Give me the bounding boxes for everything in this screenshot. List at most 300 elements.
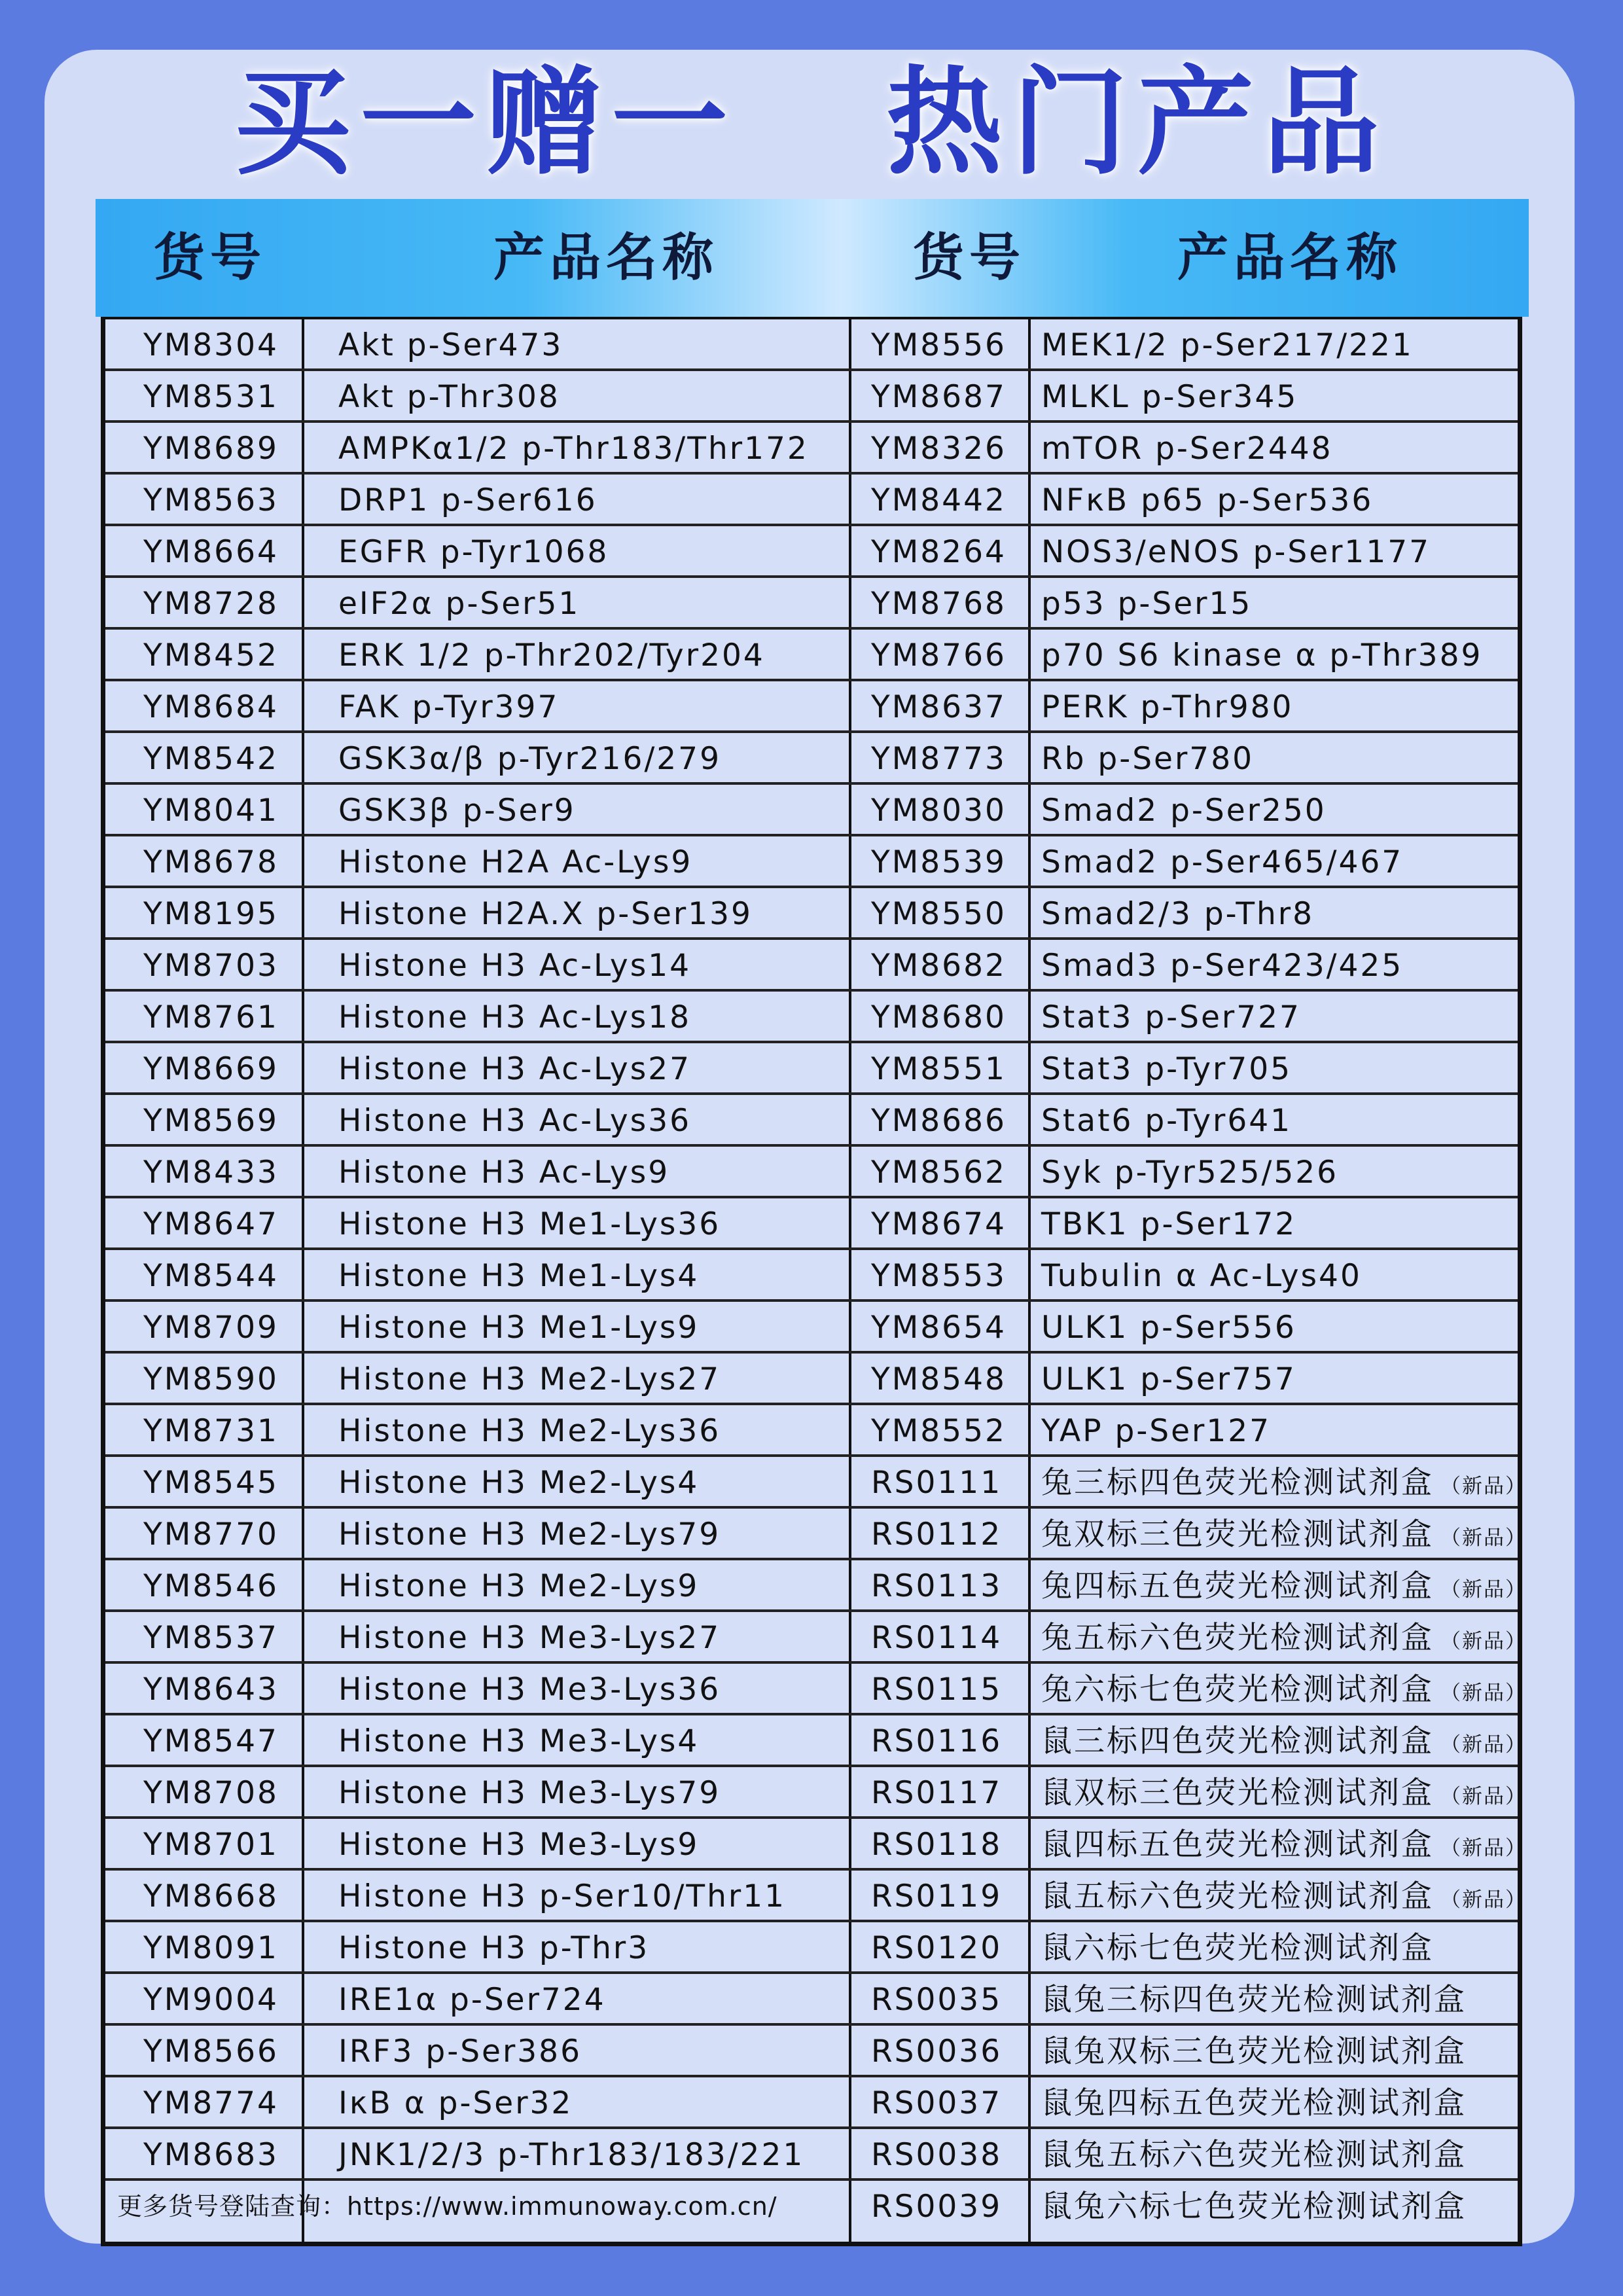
product-name-right-text: 兔六标七色荧光检测试剂盒	[1041, 1672, 1434, 1708]
product-code-left-text: YM8091	[143, 1930, 279, 1966]
product-code-right	[871, 992, 1007, 1043]
product-name-left-text: Histone H2A.X p-Ser139	[338, 896, 753, 932]
product-name-left-text: Histone H3 Me3-Lys79	[338, 1775, 721, 1811]
product-code-left	[143, 1871, 279, 1922]
product-name-right-text: NOS3/eNOS p-Ser1177	[1041, 534, 1431, 570]
product-code-left-text: YM8647	[143, 1206, 279, 1242]
product-name-left-text: Histone H3 Me2-Lys9	[338, 1568, 700, 1604]
product-code-right	[871, 2129, 1002, 2181]
product-code-right	[871, 1198, 1007, 1250]
product-code-right-text: YM8687	[871, 379, 1007, 415]
product-name-left-text: Histone H3 Me2-Lys36	[338, 1413, 721, 1449]
product-name-right-text: NFκB p65 p-Ser536	[1041, 482, 1374, 518]
product-name-left	[338, 578, 580, 630]
product-name-left-text: Histone H3 Ac-Lys18	[338, 999, 692, 1035]
product-code-right	[871, 1147, 1007, 1198]
table-row	[105, 1974, 1518, 2026]
product-name-right-text: p53 p-Ser15	[1041, 586, 1253, 622]
product-code-left-text: YM8195	[143, 896, 279, 932]
table-row	[105, 2129, 1518, 2181]
product-name-left-text: AMPKα1/2 p-Thr183/Thr172	[338, 431, 809, 467]
product-code-right-text: RS0120	[871, 1930, 1003, 1966]
product-name-left	[338, 1302, 699, 1354]
product-code-right	[871, 2026, 1002, 2077]
product-name-left	[338, 319, 563, 371]
table-row	[105, 1922, 1518, 1974]
header-name-right: 产品名称	[1177, 228, 1402, 287]
product-name-right	[1041, 785, 1327, 836]
product-name-right	[1041, 1095, 1292, 1147]
product-name-right	[1041, 1509, 1527, 1560]
product-code-left-text: YM8545	[143, 1465, 279, 1501]
product-code-right	[871, 1922, 1002, 1974]
product-code-left-text: YM8569	[143, 1103, 279, 1139]
product-name-right-text: mTOR p-Ser2448	[1041, 431, 1333, 467]
product-name-left-text: GSK3β p-Ser9	[338, 793, 576, 829]
product-name-right	[1041, 888, 1314, 940]
product-code-left-text: YM8731	[143, 1413, 279, 1449]
product-name-left-text: ERK 1/2 p-Thr202/Tyr204	[338, 637, 765, 673]
table-row	[105, 1405, 1518, 1457]
product-code-left	[143, 1509, 279, 1560]
product-name-left-text: Akt p-Thr308	[338, 379, 560, 415]
product-name-right-text: 鼠兔双标三色荧光检测试剂盒	[1041, 2034, 1467, 2070]
product-name-left	[338, 2077, 573, 2129]
product-code-right	[871, 1715, 1002, 1767]
product-code-right	[871, 1871, 1002, 1922]
footnote-link[interactable]: 更多货号登陆查询：https://www.immunoway.com.cn/	[117, 2192, 777, 2221]
product-name-left	[338, 475, 597, 526]
product-code-right	[871, 1509, 1002, 1560]
product-code-right-text: YM8030	[871, 793, 1007, 829]
product-name-right-text: TBK1 p-Ser172	[1041, 1206, 1297, 1242]
new-product-badge: （新品）	[1440, 1888, 1527, 1912]
product-name-left	[338, 1612, 721, 1664]
product-code-right	[871, 1612, 1002, 1664]
product-name-right-text: ULK1 p-Ser556	[1041, 1310, 1296, 1346]
product-name-right-text: 鼠双标三色荧光检测试剂盒	[1041, 1775, 1434, 1811]
product-code-right	[871, 940, 1007, 992]
product-code-right	[871, 2077, 1002, 2129]
table-row	[105, 578, 1518, 630]
product-name-left-text: Histone H2A Ac-Lys9	[338, 844, 693, 880]
product-name-right-text: 鼠兔四标五色荧光检测试剂盒	[1041, 2085, 1467, 2121]
product-name-left-text: Histone H3 Me1-Lys36	[338, 1206, 721, 1242]
product-code-right	[871, 785, 1007, 836]
product-code-left-text: YM8590	[143, 1361, 279, 1397]
product-name-left-text: Histone H3 Me3-Lys27	[338, 1620, 721, 1656]
product-code-right-text: YM8682	[871, 948, 1007, 984]
product-code-right-text: RS0114	[871, 1620, 1003, 1656]
product-code-left	[143, 1043, 279, 1095]
new-product-badge: （新品）	[1440, 1475, 1527, 1498]
product-name-right	[1041, 475, 1373, 526]
product-code-left-text: YM8678	[143, 844, 279, 880]
product-code-left-text: YM8728	[143, 586, 279, 622]
product-code-right	[871, 1457, 1002, 1509]
product-name-right-text: 鼠兔五标六色荧光检测试剂盒	[1041, 2137, 1467, 2173]
product-code-left-text: YM8774	[143, 2085, 279, 2121]
product-code-left	[143, 1715, 279, 1767]
product-code-right	[871, 475, 1007, 526]
product-name-right-text: Tubulin α Ac-Lys40	[1041, 1258, 1362, 1294]
product-code-left-text: YM8546	[143, 1568, 279, 1604]
product-name-left	[338, 1405, 721, 1457]
product-name-right	[1041, 1302, 1296, 1354]
table-row	[105, 1457, 1527, 1509]
new-product-badge: （新品）	[1440, 1837, 1527, 1860]
product-code-right	[871, 1560, 1002, 1612]
product-name-right	[1041, 1664, 1527, 1715]
product-code-right	[871, 1250, 1007, 1302]
product-code-left	[143, 1819, 279, 1871]
product-code-right-text: YM8539	[871, 844, 1007, 880]
product-name-right-text: 兔五标六色荧光检测试剂盒	[1041, 1620, 1434, 1656]
product-name-left	[338, 1147, 669, 1198]
product-code-right-text: YM8654	[871, 1310, 1007, 1346]
product-name-right-text: Rb p-Ser780	[1041, 741, 1255, 777]
table-row	[105, 1302, 1518, 1354]
product-code-right-text: RS0118	[871, 1827, 1003, 1863]
product-code-right	[871, 630, 1007, 681]
product-code-right-text: YM8264	[871, 534, 1007, 570]
product-name-left	[338, 2026, 582, 2077]
product-code-right-text: RS0115	[871, 1672, 1003, 1708]
new-product-badge: （新品）	[1440, 1733, 1527, 1757]
product-code-right-text: RS0038	[871, 2137, 1003, 2173]
product-name-right-text: Stat3 p-Ser727	[1041, 999, 1301, 1035]
product-code-right	[871, 836, 1007, 888]
product-code-left	[143, 1302, 279, 1354]
product-code-right-text: YM8553	[871, 1258, 1007, 1294]
product-name-left	[338, 630, 765, 681]
product-code-right-text: YM8766	[871, 637, 1007, 673]
product-name-right	[1041, 1147, 1338, 1198]
product-code-left	[143, 888, 279, 940]
product-name-right	[1041, 1819, 1527, 1871]
product-name-right-text: Smad2 p-Ser465/467	[1041, 844, 1404, 880]
product-code-right	[871, 1767, 1002, 1819]
product-name-left	[338, 1198, 721, 1250]
table-row	[105, 681, 1518, 733]
product-name-left-text: Histone H3 Me1-Lys9	[338, 1310, 700, 1346]
product-name-right-text: 兔四标五色荧光检测试剂盒	[1041, 1568, 1434, 1604]
table-row	[105, 992, 1518, 1043]
product-name-right	[1041, 423, 1333, 475]
product-code-right-text: RS0036	[871, 2034, 1003, 2070]
product-code-right	[871, 319, 1007, 371]
product-name-right	[1041, 940, 1403, 992]
table-row	[105, 1664, 1527, 1715]
product-code-right	[871, 681, 1007, 733]
table-row	[105, 1612, 1527, 1664]
product-code-right	[871, 423, 1007, 475]
product-name-left	[338, 1509, 721, 1560]
product-name-right-text: p70 S6 kinase α p-Thr389	[1041, 637, 1483, 673]
table-row	[105, 888, 1518, 940]
product-name-left	[338, 1354, 721, 1405]
table-row	[105, 1250, 1518, 1302]
product-name-right	[1041, 836, 1403, 888]
product-code-left-text: YM8452	[143, 637, 279, 673]
product-name-right-text: PERK p-Thr980	[1041, 689, 1294, 725]
product-name-left	[338, 1871, 786, 1922]
product-code-left	[143, 475, 279, 526]
product-code-right	[871, 733, 1007, 785]
product-name-right	[1041, 1405, 1271, 1457]
product-name-left	[338, 1922, 649, 1974]
product-code-right-text: YM8773	[871, 741, 1007, 777]
product-code-left-text: YM8709	[143, 1310, 279, 1346]
product-name-right	[1041, 1457, 1527, 1509]
product-code-left	[143, 423, 279, 475]
product-code-left	[143, 940, 279, 992]
table-row	[105, 733, 1518, 785]
product-name-left-text: Histone H3 Me2-Lys79	[338, 1516, 721, 1552]
product-name-left-text: Histone H3 Me2-Lys4	[338, 1465, 700, 1501]
product-name-left-text: Histone H3 Me3-Lys36	[338, 1672, 721, 1708]
product-name-left-text: Histone H3 Me3-Lys9	[338, 1827, 700, 1863]
product-name-right-text: 鼠六标七色荧光检测试剂盒	[1041, 1930, 1434, 1966]
product-code-right-text: RS0037	[871, 2085, 1003, 2121]
new-product-badge: （新品）	[1440, 1630, 1527, 1653]
new-product-badge: （新品）	[1440, 1785, 1527, 1808]
product-code-left-text: YM8531	[143, 379, 279, 415]
product-name-left	[338, 681, 559, 733]
table-row	[105, 940, 1518, 992]
product-code-left	[143, 1095, 279, 1147]
table-row	[105, 785, 1518, 836]
product-code-left-text: YM8761	[143, 999, 279, 1035]
product-code-left	[143, 319, 279, 371]
new-product-badge: （新品）	[1440, 1578, 1527, 1602]
product-code-left	[143, 1250, 279, 1302]
product-code-left-text: YM8703	[143, 948, 279, 984]
product-name-right-text: YAP p-Ser127	[1041, 1413, 1272, 1449]
product-code-right	[871, 1354, 1007, 1405]
product-name-left-text: GSK3α/β p-Tyr216/279	[338, 741, 721, 777]
product-name-left	[338, 1664, 721, 1715]
product-code-right-text: YM8551	[871, 1051, 1007, 1087]
table-row	[105, 1509, 1527, 1560]
product-code-left	[143, 733, 279, 785]
product-name-left	[338, 423, 809, 475]
product-code-left	[143, 1147, 279, 1198]
product-code-left	[143, 992, 279, 1043]
product-name-right-text: ULK1 p-Ser757	[1041, 1361, 1296, 1397]
product-name-right	[1041, 2181, 1467, 2233]
product-name-left-text: Histone H3 p-Ser10/Thr11	[338, 1878, 787, 1914]
product-code-right-text: RS0117	[871, 1775, 1003, 1811]
product-code-right-text: YM8442	[871, 482, 1007, 518]
product-code-left-text: YM8701	[143, 1827, 279, 1863]
product-name-left-text: IκB α p-Ser32	[338, 2085, 573, 2121]
product-code-right-text: YM8768	[871, 586, 1007, 622]
product-name-right	[1041, 2129, 1467, 2181]
product-name-right	[1041, 681, 1293, 733]
product-name-left-text: Histone H3 Me2-Lys27	[338, 1361, 721, 1397]
header-code-left: 货号	[153, 228, 266, 287]
table-row	[105, 630, 1518, 681]
product-name-right	[1041, 733, 1254, 785]
product-code-left-text: YM8563	[143, 482, 279, 518]
table-row	[105, 1147, 1518, 1198]
product-name-left	[338, 1043, 691, 1095]
product-name-right-text: 兔双标三色荧光检测试剂盒	[1041, 1516, 1434, 1552]
product-code-left	[143, 526, 279, 578]
product-code-right	[871, 1095, 1007, 1147]
product-code-left	[143, 371, 279, 423]
new-product-badge: （新品）	[1440, 1526, 1527, 1550]
product-code-left	[143, 1405, 279, 1457]
product-code-left	[143, 1560, 279, 1612]
product-name-right-text: 鼠兔六标七色荧光检测试剂盒	[1041, 2189, 1467, 2225]
table-row	[105, 526, 1518, 578]
product-code-left-text: YM8689	[143, 431, 279, 467]
product-code-left	[143, 1664, 279, 1715]
page-title: 买一赠一 热门产品	[234, 55, 1389, 190]
product-name-right-text: 鼠兔三标四色荧光检测试剂盒	[1041, 1982, 1467, 2018]
product-name-right-text: Smad3 p-Ser423/425	[1041, 948, 1404, 984]
product-code-right-text: RS0113	[871, 1568, 1003, 1604]
product-code-left	[143, 1767, 279, 1819]
product-name-left	[338, 992, 691, 1043]
product-name-right-text: MEK1/2 p-Ser217/221	[1041, 327, 1414, 363]
product-code-right	[871, 888, 1007, 940]
table-row	[105, 836, 1518, 888]
product-name-right	[1041, 1715, 1527, 1767]
product-code-right	[871, 578, 1007, 630]
product-name-right	[1041, 371, 1298, 423]
product-name-left-text: eIF2α p-Ser51	[338, 586, 580, 622]
product-code-left-text: YM8304	[143, 327, 279, 363]
product-name-right	[1041, 319, 1414, 371]
product-name-right-text: 兔三标四色荧光检测试剂盒	[1041, 1465, 1434, 1501]
product-name-left-text: Akt p-Ser473	[338, 327, 563, 363]
product-name-right-text: Smad2/3 p-Thr8	[1041, 896, 1315, 932]
table-row	[105, 1560, 1527, 1612]
product-code-left	[143, 785, 279, 836]
product-name-right	[1041, 1871, 1527, 1922]
product-code-left	[143, 836, 279, 888]
table-row	[105, 1354, 1518, 1405]
product-name-left	[338, 1715, 699, 1767]
product-name-left-text: DRP1 p-Ser616	[338, 482, 597, 518]
product-name-right	[1041, 1354, 1296, 1405]
product-name-left	[338, 526, 609, 578]
product-name-right	[1041, 1043, 1292, 1095]
product-code-right-text: YM8674	[871, 1206, 1007, 1242]
product-name-left	[338, 1767, 721, 1819]
product-code-left-text: YM8566	[143, 2034, 279, 2070]
product-code-right	[871, 2181, 1002, 2233]
product-code-right-text: YM8562	[871, 1155, 1007, 1191]
product-code-left-text: YM8708	[143, 1775, 279, 1811]
new-product-badge: （新品）	[1440, 1681, 1527, 1705]
product-code-right-text: YM8326	[871, 431, 1007, 467]
product-name-right	[1041, 630, 1482, 681]
product-code-left	[143, 1354, 279, 1405]
product-name-left	[338, 1250, 699, 1302]
product-code-left-text: YM8537	[143, 1620, 279, 1656]
product-code-right-text: YM8550	[871, 896, 1007, 932]
product-code-left-text: YM8770	[143, 1516, 279, 1552]
product-code-left	[143, 630, 279, 681]
product-code-right	[871, 371, 1007, 423]
product-code-right-text: YM8637	[871, 689, 1007, 725]
product-code-left	[143, 578, 279, 630]
product-code-left-text: YM8041	[143, 793, 279, 829]
product-name-left	[338, 1560, 699, 1612]
header-code-right: 货号	[912, 228, 1026, 287]
product-name-left-text: IRE1α p-Ser724	[338, 1982, 606, 2018]
product-name-left-text: IRF3 p-Ser386	[338, 2034, 582, 2070]
product-code-right	[871, 1974, 1002, 2026]
product-code-left-text: YM8684	[143, 689, 279, 725]
product-code-right	[871, 526, 1007, 578]
table-row	[105, 2026, 1518, 2077]
product-code-right-text: YM8680	[871, 999, 1007, 1035]
table-row	[105, 319, 1518, 371]
product-name-right-text: Syk p-Tyr525/526	[1041, 1155, 1339, 1191]
product-code-right-text: YM8686	[871, 1103, 1007, 1139]
table-header	[96, 199, 1529, 317]
product-code-left	[143, 1974, 279, 2026]
product-name-right	[1041, 578, 1252, 630]
product-name-right	[1041, 1974, 1467, 2026]
product-code-right-text: YM8552	[871, 1413, 1007, 1449]
product-code-left-text: YM8669	[143, 1051, 279, 1087]
product-name-right-text: Stat3 p-Tyr705	[1041, 1051, 1293, 1087]
product-code-right-text: YM8548	[871, 1361, 1007, 1397]
product-code-left	[143, 1922, 279, 1974]
product-code-left	[143, 1457, 279, 1509]
product-name-right-text: 鼠四标五色荧光检测试剂盒	[1041, 1827, 1434, 1863]
product-name-right	[1041, 2026, 1467, 2077]
product-name-right-text: Smad2 p-Ser250	[1041, 793, 1327, 829]
product-name-right	[1041, 1612, 1527, 1664]
product-code-left	[143, 2129, 279, 2181]
product-code-left	[143, 1198, 279, 1250]
product-code-right	[871, 1043, 1007, 1095]
product-name-right	[1041, 2077, 1467, 2129]
table-row	[105, 2181, 1518, 2233]
product-name-right	[1041, 526, 1431, 578]
table-row	[105, 1715, 1527, 1767]
table-row	[105, 371, 1518, 423]
table-row	[105, 1095, 1518, 1147]
product-name-left-text: JNK1/2/3 p-Thr183/183/221	[338, 2137, 805, 2173]
product-code-left	[143, 681, 279, 733]
product-name-left	[338, 371, 560, 423]
product-name-left-text: FAK p-Tyr397	[338, 689, 560, 725]
product-name-right	[1041, 1250, 1362, 1302]
header-name-left: 产品名称	[493, 228, 719, 287]
product-name-right	[1041, 1767, 1527, 1819]
product-code-right-text: RS0039	[871, 2189, 1003, 2225]
product-code-right	[871, 1664, 1002, 1715]
product-code-left-text: YM8433	[143, 1155, 279, 1191]
product-code-left-text: YM8544	[143, 1258, 279, 1294]
product-name-right	[1041, 1922, 1434, 1974]
product-name-right	[1041, 1560, 1527, 1612]
table-row	[105, 1198, 1518, 1250]
product-name-right	[1041, 992, 1301, 1043]
product-code-left	[143, 2077, 279, 2129]
product-name-left-text: Histone H3 Ac-Lys36	[338, 1103, 692, 1139]
product-code-right	[871, 1302, 1007, 1354]
table-row	[105, 1043, 1518, 1095]
